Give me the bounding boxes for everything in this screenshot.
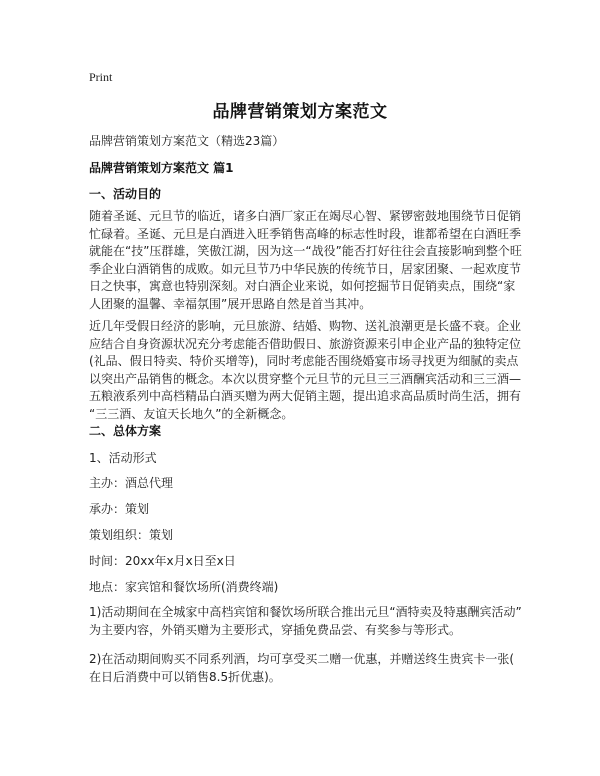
paragraph-line: 五粮液系列中高档精品白酒买赠为两大促销主题，提出追求高品质时尚生活，拥有	[89, 389, 522, 403]
paragraph-line: 就能在“技”压群雄，笑傲江湖，因为这一“战役”能否打好往往会直接影响到整个旺	[89, 244, 522, 258]
subtitle: 品牌营销策划方案范文（精选23篇）	[89, 134, 285, 148]
item-host: 主办：酒总代理	[89, 476, 174, 490]
paragraph-line: 应结合自身资源状况充分考虑能否借助假日、旅游资源来引申企业产品的独特定位	[89, 336, 522, 351]
paragraph-line: 在日后消费中可以销售8.5折优惠)。	[89, 669, 281, 684]
heading-overall-plan: 二、总体方案	[89, 424, 162, 438]
paragraph-line: 近几年受假日经济的影响，元旦旅游、结婚、购物、送礼浪潮更是长盛不衰。企业	[89, 319, 522, 333]
item-planning: 策划组织：策划	[89, 528, 174, 542]
paragraph-line: 为主要内容，外销买赠为主要形式，穿插免费品尝、有奖参与等形式。	[89, 622, 462, 637]
paragraph-line: 日之快事，寓意也特别深刻。对白酒企业来说，如何挖掘节日促销卖点，围绕“家	[89, 279, 516, 293]
paragraph-line: 人团聚的温馨、幸福氛围”展开思路自然是首当其冲。	[89, 296, 372, 311]
paragraph-line: 忙碌着。圣诞、元旦是白酒进入旺季销售高峰的标志性时段，谁都希望在白酒旺季	[89, 226, 522, 241]
print-label[interactable]: Print	[89, 70, 113, 84]
page-title: 品牌营销策划方案范文	[212, 102, 388, 122]
paragraph-3	[89, 604, 521, 639]
item-activity-form: 1、活动形式	[89, 451, 157, 465]
paragraph-4	[89, 651, 521, 686]
paragraph-2	[89, 318, 521, 423]
paragraph-line: “三三酒、友谊天长地久”的全新概念。	[89, 406, 294, 421]
paragraph-line: 随着圣诞、元旦节的临近，诸多白酒厂家正在竭尽心智、紧锣密鼓地围绕节日促销	[89, 209, 522, 223]
paragraph-line: 以突出产品销售的概念。本次以贯穿整个元旦节的元旦三三酒酬宾活动和三三酒—	[89, 371, 522, 386]
item-time: 时间：20xx年x月x日至x日	[89, 554, 236, 568]
paragraph-line: (礼品、假日特卖、特价买增等)，同时考虑能否围绕婚宴市场寻找更为细腻的卖点	[89, 354, 519, 368]
paragraph-line: 1)活动期间在全城家中高档宾馆和餐饮场所联合推出元旦“酒特卖及特惠酬宾活动”	[89, 605, 522, 619]
paragraph-line: 季企业白酒销售的成败。如元旦节乃中华民族的传统节日，居家团聚、一起欢度节	[89, 261, 522, 276]
item-organizer: 承办：策划	[89, 502, 150, 516]
paragraph-line: 2)在活动期间购买不同系列酒，均可享受买二赠一优惠，并赠送终生贵宾卡一张(	[89, 652, 515, 666]
item-location: 地点：家宾馆和餐饮场所(消费终端)	[89, 580, 279, 594]
paragraph-1	[89, 208, 521, 313]
heading-activity-purpose: 一、活动目的	[89, 187, 162, 201]
section-heading: 品牌营销策划方案范文 篇1	[89, 161, 234, 175]
